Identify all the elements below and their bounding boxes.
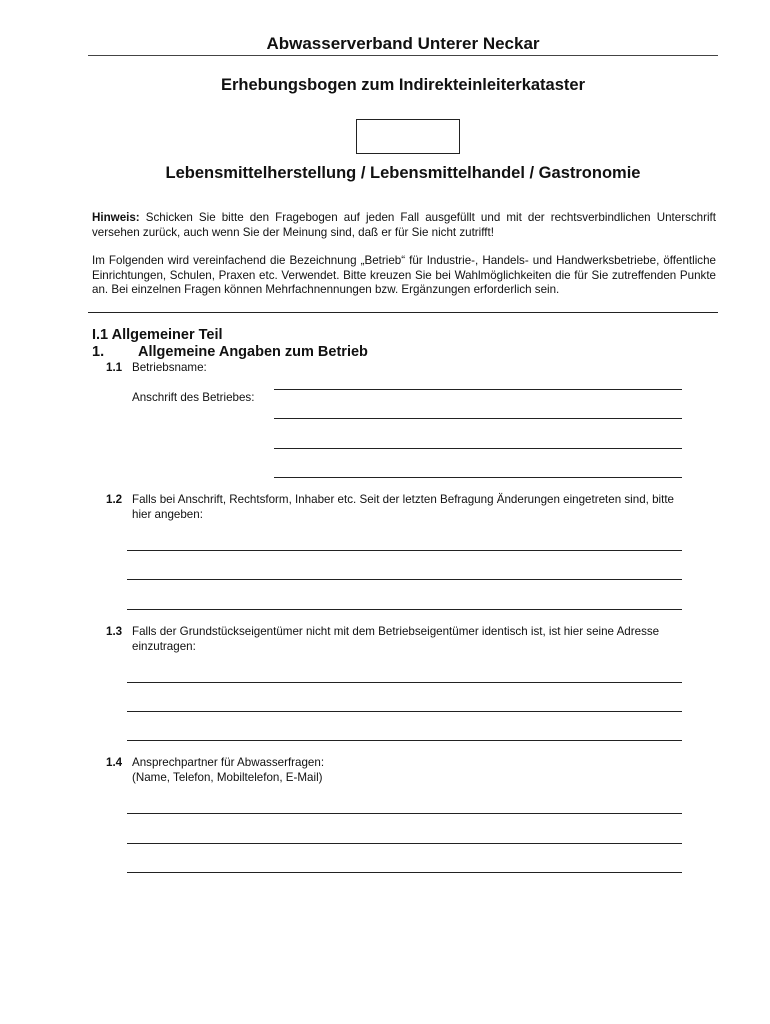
company-address-field[interactable]	[274, 477, 682, 478]
header-rule	[88, 55, 718, 56]
contact-field[interactable]	[127, 813, 682, 814]
note-text: Schicken Sie bitte den Fragebogen auf jeden Fall ausgefüllt und mit der rechtsverbindlichen Unterschrift versehen zurück, auch wenn Sie der Meinung sind, daß er für Sie nicht zutrifft!	[92, 211, 716, 239]
section-title: Allgemeine Angaben zum Betrieb	[138, 344, 368, 360]
document-title: Erhebungsbogen zum Indirekteinleiterkataster	[221, 76, 585, 94]
contact-question-hint: (Name, Telefon, Mobiltelefon, E-Mail)	[132, 771, 323, 784]
organization-name: Abwasserverband Unterer Neckar	[266, 34, 540, 53]
intro-paragraph: Im Folgenden wird vereinfachend die Bezeichnung „Betrieb“ für Industrie-, Handels- und Handwerksbetriebe, öffentliche Einrichtungen, Schulen, Praxen etc. Verwendet. Bitte kreuzen Sie bei Wahlmöglichkeiten die für Sie zutreffenden Punkte an. Bei einzelnen Fragen können Mehrfachnennungen bzw. Ergänzungen erforderlich sein.	[92, 254, 716, 297]
changes-field[interactable]	[127, 579, 682, 580]
changes-question-text: Falls bei Anschrift, Rechtsform, Inhaber etc. Seit der letzten Befragung Änderungen eingetreten sind, bitte hier angeben:	[132, 493, 674, 521]
note-label: Hinweis:	[92, 211, 140, 224]
property-owner-question-text: Falls der Grundstückseigentümer nicht mit dem Betriebseigentümer identisch ist, ist hier seine Adresse einzutragen:	[132, 625, 660, 653]
changes-field[interactable]	[127, 609, 682, 610]
company-name-field[interactable]	[274, 389, 682, 390]
company-name-label: Betriebsname:	[132, 361, 207, 374]
contact-question-text: Ansprechpartner für Abwasserfragen:	[132, 756, 325, 769]
question-number: 1.1	[106, 361, 123, 374]
section-number: 1.	[92, 344, 105, 360]
question-number: 1.2	[106, 493, 123, 506]
property-owner-field[interactable]	[127, 740, 682, 741]
document-subtitle: Lebensmittelherstellung / Lebensmittelhandel / Gastronomie	[165, 164, 641, 182]
intro-rule	[88, 312, 718, 313]
company-address-label: Anschrift des Betriebes:	[132, 391, 255, 404]
contact-field[interactable]	[127, 872, 682, 873]
company-address-field[interactable]	[274, 448, 682, 449]
property-owner-field[interactable]	[127, 711, 682, 712]
note-paragraph	[92, 211, 716, 240]
reference-number-box[interactable]	[356, 119, 460, 154]
property-owner-field[interactable]	[127, 682, 682, 683]
company-address-field[interactable]	[274, 418, 682, 419]
contact-field[interactable]	[127, 843, 682, 844]
changes-field[interactable]	[127, 550, 682, 551]
question-number: 1.3	[106, 625, 123, 638]
part-heading: I.1 Allgemeiner Teil	[92, 327, 223, 343]
question-number: 1.4	[106, 756, 123, 769]
